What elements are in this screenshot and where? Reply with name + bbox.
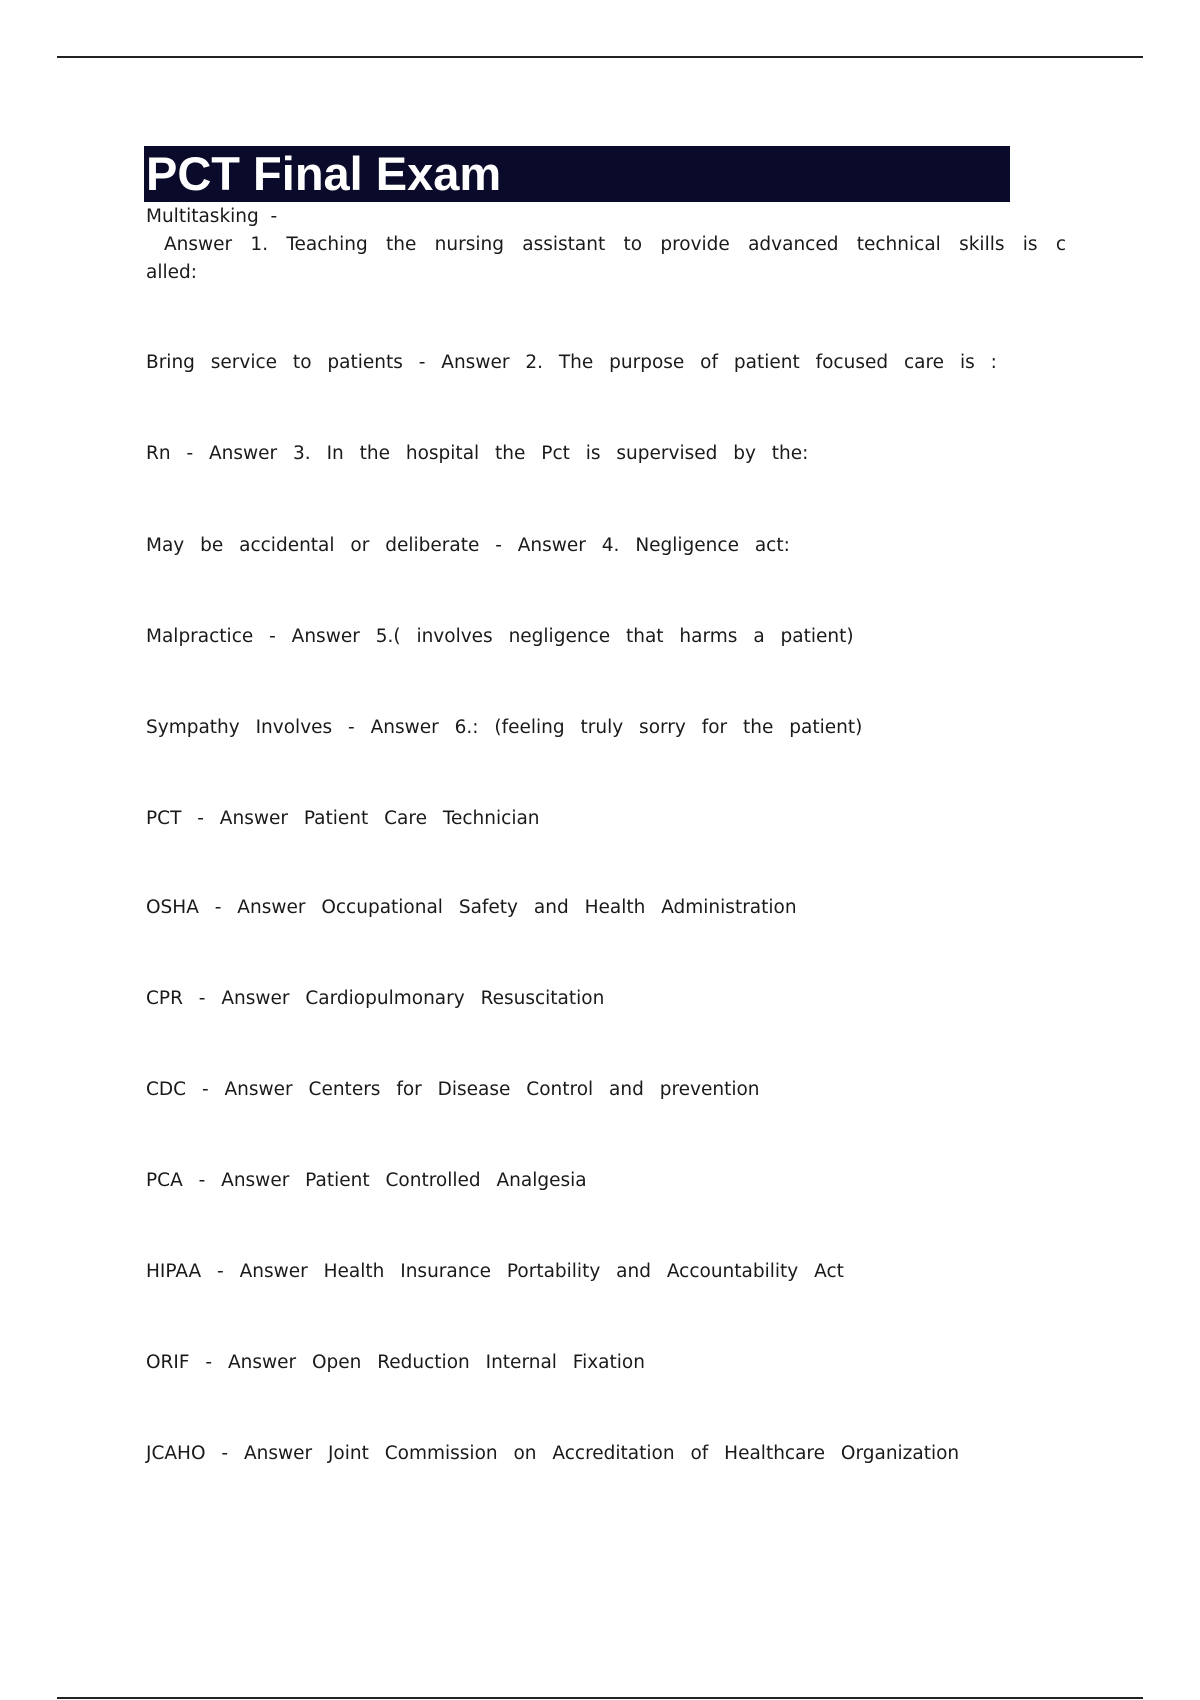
flashcard-entry-12: HIPAA - Answer Health Insurance Portability and Accountability Act	[146, 1261, 844, 1282]
flashcard-entry-7: PCT - Answer Patient Care Technician	[146, 808, 540, 829]
flashcard-entry-11: PCA - Answer Patient Controlled Analgesia	[146, 1170, 587, 1191]
entry-term: Multitasking -	[146, 206, 278, 227]
page-title: PCT Final Exam	[146, 147, 502, 200]
flashcard-entry-14: JCAHO - Answer Joint Commission on Accreditation of Healthcare Organization	[146, 1443, 960, 1464]
footer-rule	[57, 1697, 1143, 1699]
flashcard-entry-4: May be accidental or deliberate - Answer 4. Negligence act:	[146, 535, 790, 556]
flashcard-entry-5: Malpractice - Answer 5.( involves negligence that harms a patient)	[146, 626, 854, 647]
flashcard-entry-2: Bring service to patients - Answer 2. The purpose of patient focused care is :	[146, 352, 997, 373]
flashcard-entry-3: Rn - Answer 3. In the hospital the Pct is supervised by the:	[146, 443, 809, 464]
entry-question: Answer 1. Teaching the nursing assistant to provide advanced technical skills is c alled:	[146, 234, 1066, 283]
title-banner	[144, 146, 1010, 202]
flashcard-entry-1	[146, 203, 1066, 287]
flashcard-entry-9: CPR - Answer Cardiopulmonary Resuscitation	[146, 988, 605, 1009]
header-rule	[57, 56, 1143, 58]
flashcard-entry-10: CDC - Answer Centers for Disease Control and prevention	[146, 1079, 760, 1100]
flashcard-entry-6: Sympathy Involves - Answer 6.: (feeling truly sorry for the patient)	[146, 717, 863, 738]
flashcard-entry-13: ORIF - Answer Open Reduction Internal Fixation	[146, 1352, 645, 1373]
flashcard-entry-8: OSHA - Answer Occupational Safety and Health Administration	[146, 897, 797, 918]
